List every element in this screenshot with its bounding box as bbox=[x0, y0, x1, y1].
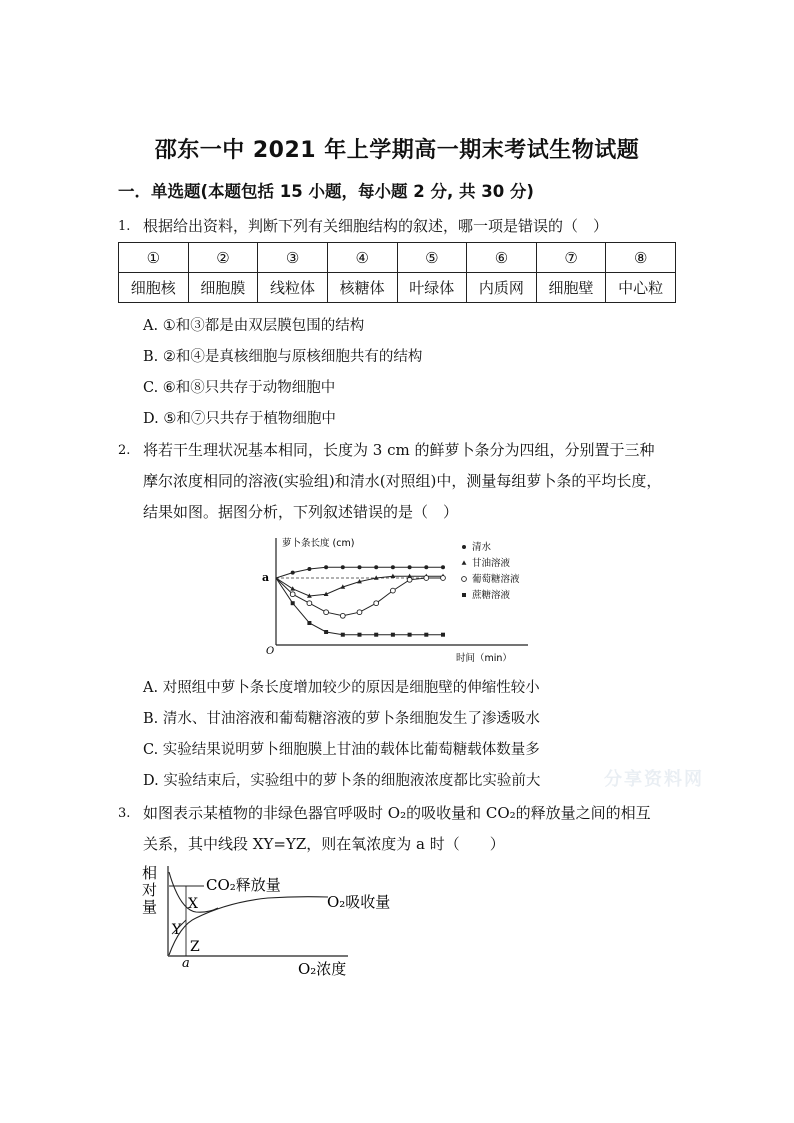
table-cell: ① bbox=[119, 243, 189, 273]
question-2-option-a: A. 对照组中萝卜条长度增加较少的原因是细胞壁的伸缩性较小 bbox=[143, 680, 540, 696]
co2-release-label: CO₂释放量 bbox=[206, 876, 281, 894]
data-point bbox=[357, 610, 362, 615]
legend-label: 甘油溶液 bbox=[472, 558, 511, 569]
table-cell: 细胞膜 bbox=[188, 273, 258, 303]
cell-structure-table bbox=[118, 242, 676, 303]
data-point bbox=[291, 571, 295, 575]
y-label-char: 相 bbox=[142, 864, 158, 882]
question-2-number: 2. bbox=[118, 443, 131, 458]
data-point bbox=[341, 565, 345, 569]
table-cell: 线粒体 bbox=[258, 273, 328, 303]
question-3-stem-line-1: 如图表示某植物的非绿色器官呼吸时 O₂的吸收量和 CO₂的释放量之间的相互 bbox=[143, 804, 651, 822]
data-point bbox=[290, 592, 295, 597]
table-cell: 核糖体 bbox=[327, 273, 397, 303]
legend-marker bbox=[462, 577, 467, 582]
chart-legend bbox=[462, 541, 520, 601]
data-point bbox=[391, 565, 395, 569]
table-header-row bbox=[119, 243, 676, 273]
table-cell: ④ bbox=[327, 243, 397, 273]
table-cell: ⑤ bbox=[397, 243, 467, 273]
y-label-char: 量 bbox=[142, 898, 158, 916]
question-1-option-a: A. ①和③都是由双层膜包围的结构 bbox=[143, 318, 365, 334]
question-2-option-c: C. 实验结果说明萝卜细胞膜上甘油的载体比葡萄糖载体数量多 bbox=[143, 742, 540, 758]
table-cell: ③ bbox=[258, 243, 328, 273]
question-2-stem-line-3: 结果如图。据图分析，下列叙述错误的是（ ） bbox=[143, 503, 459, 521]
data-point bbox=[374, 633, 378, 637]
table-cell: ⑧ bbox=[606, 243, 676, 273]
data-point bbox=[307, 567, 311, 571]
legend-label: 清水 bbox=[472, 542, 492, 553]
data-point bbox=[374, 565, 378, 569]
question-1-option-d: D. ⑤和⑦只共存于植物细胞中 bbox=[143, 411, 336, 427]
table-cell: ⑥ bbox=[467, 243, 537, 273]
data-point bbox=[391, 633, 395, 637]
data-point bbox=[441, 565, 445, 569]
watermark-text: 分享资料网 bbox=[604, 769, 704, 790]
a-axis-label: a bbox=[182, 956, 190, 971]
data-point bbox=[358, 633, 362, 637]
series-line-4 bbox=[276, 578, 443, 635]
data-point bbox=[408, 565, 412, 569]
chart-series-group bbox=[276, 565, 445, 637]
question-2-stem-line-1: 将若干生理状况基本相同，长度为 3 cm 的鲜萝卜条分为四组，分别置于三种 bbox=[143, 441, 655, 459]
table-cell: 内质网 bbox=[467, 273, 537, 303]
question-1-number: 1. bbox=[118, 219, 131, 234]
point-z-label: Z bbox=[190, 939, 200, 955]
data-point bbox=[307, 601, 312, 606]
data-point bbox=[324, 630, 328, 634]
data-point bbox=[424, 576, 429, 581]
radish-length-chart bbox=[258, 530, 548, 665]
data-point bbox=[424, 565, 428, 569]
question-1-option-c: C. ⑥和⑧只共存于动物细胞中 bbox=[143, 380, 336, 396]
table-cell: ⑦ bbox=[536, 243, 606, 273]
y-label-char: 对 bbox=[142, 881, 158, 899]
y-axis-label: 萝卜条长度 (cm) bbox=[282, 538, 355, 549]
data-point bbox=[340, 613, 345, 618]
y-marker-a: a bbox=[262, 571, 270, 584]
o2-concentration-label: O₂浓度 bbox=[298, 960, 347, 978]
data-point bbox=[441, 576, 446, 581]
point-y-label: Y bbox=[172, 922, 182, 938]
legend-marker bbox=[462, 593, 466, 597]
data-point bbox=[408, 633, 412, 637]
data-point bbox=[307, 621, 311, 625]
question-1-stem: 根据给出资料，判断下列有关细胞结构的叙述，哪一项是错误的（ ） bbox=[143, 217, 609, 235]
o2-uptake-label: O₂吸收量 bbox=[327, 893, 391, 911]
question-1-option-b: B. ②和④是真核细胞与原核细胞共有的结构 bbox=[143, 349, 423, 365]
data-point bbox=[290, 586, 295, 590]
legend-marker bbox=[462, 560, 467, 564]
table-cell: 细胞核 bbox=[119, 273, 189, 303]
question-3-number: 3. bbox=[118, 806, 131, 821]
legend-label: 蔗糖溶液 bbox=[472, 590, 511, 601]
exam-title: 邵东一中 2021 年上学期高一期末考试生物试题 bbox=[154, 138, 640, 163]
data-point bbox=[407, 577, 412, 582]
data-point bbox=[374, 601, 379, 606]
data-point bbox=[358, 565, 362, 569]
point-x-label: X bbox=[188, 896, 198, 912]
data-point bbox=[391, 588, 396, 593]
question-2-option-d: D. 实验结束后，实验组中的萝卜条的细胞液浓度都比实验前大 bbox=[143, 773, 541, 789]
data-point bbox=[324, 565, 328, 569]
table-cell: 细胞壁 bbox=[536, 273, 606, 303]
table-cell: 中心粒 bbox=[606, 273, 676, 303]
data-point bbox=[291, 601, 295, 605]
legend-marker bbox=[462, 545, 466, 549]
data-point bbox=[441, 633, 445, 637]
data-point bbox=[324, 610, 329, 615]
section-heading: 一．单选题(本题包括 15 小题，每小题 2 分, 共 30 分) bbox=[118, 182, 534, 201]
legend-label: 葡萄糖溶液 bbox=[472, 574, 520, 585]
x-axis-label: 时间（min） bbox=[456, 653, 512, 664]
data-point bbox=[424, 633, 428, 637]
question-3-stem-line-2: 关系，其中线段 XY=YZ，则在氧浓度为 a 时（ ） bbox=[143, 835, 505, 853]
question-2-stem-line-2: 摩尔浓度相同的溶液(实验组)和清水(对照组)中，测量每组萝卜条的平均长度， bbox=[143, 472, 662, 490]
respiration-diagram bbox=[138, 860, 418, 985]
data-point bbox=[341, 633, 345, 637]
table-cell: ② bbox=[188, 243, 258, 273]
table-row bbox=[119, 273, 676, 303]
table-cell: 叶绿体 bbox=[397, 273, 467, 303]
question-2-option-b: B. 清水、甘油溶液和葡萄糖溶液的萝卜条细胞发生了渗透吸水 bbox=[143, 711, 540, 727]
origin-label: O bbox=[266, 646, 275, 657]
